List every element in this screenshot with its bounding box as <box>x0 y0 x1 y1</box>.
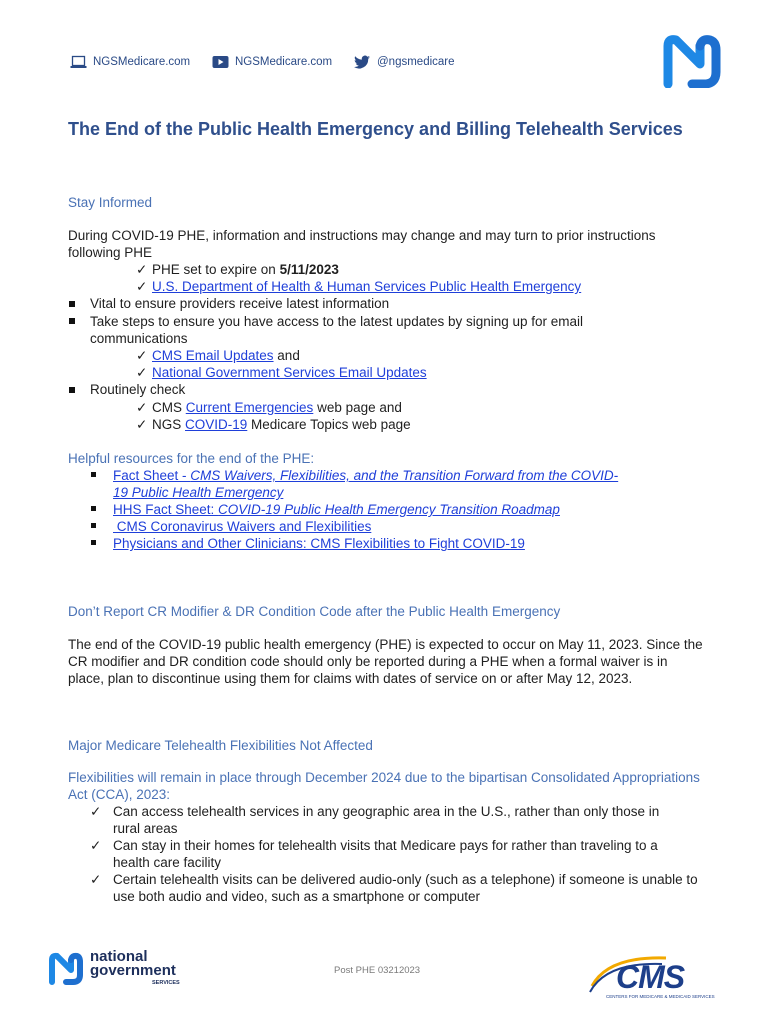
checklist-item: ✓ CMS Email Updates and <box>136 348 300 363</box>
bullet-item: Vital to ensure providers receive latest information <box>90 296 390 311</box>
ngs-email-updates-link[interactable]: National Government Services Email Updates <box>152 365 427 380</box>
checkmark-icon: ✓ <box>90 872 102 887</box>
bullet-square-icon <box>69 387 75 393</box>
stay-informed-intro: During COVID-19 PHE, information and instructions may change and may turn to prior instructions following PHE <box>68 228 656 260</box>
ngs-footer-logo <box>48 950 198 992</box>
social-youtube-label: NGSMedicare.com <box>235 56 333 68</box>
hhs-phe-link[interactable]: U.S. Department of Health & Human Services Public Health Emergency <box>152 279 582 294</box>
bullet-square-icon <box>91 506 96 511</box>
bullet-square-icon <box>91 540 96 545</box>
telehealth-flexibility-item: Can access telehealth services in any geographic area in the U.S., rather than only those in rural areas <box>113 804 660 836</box>
checkmark-icon: ✓ <box>136 417 148 432</box>
cms-email-updates-link[interactable]: CMS Email Updates <box>152 348 274 363</box>
laptop-icon <box>70 55 87 69</box>
bullet-square-icon <box>69 318 75 324</box>
bullet-item: Routinely check <box>90 382 186 397</box>
checkmark-icon: ✓ <box>136 400 148 415</box>
resource-link-cms-coronavirus-waivers[interactable]: CMS Coronavirus Waivers and Flexibilities <box>113 519 372 534</box>
page-title: The End of the Public Health Emergency and Billing Telehealth Services <box>68 119 683 139</box>
checkmark-icon: ✓ <box>136 365 148 380</box>
bullet-square-icon <box>91 523 96 528</box>
checkmark-icon: ✓ <box>136 279 148 294</box>
resource-link-cms-waivers-fact-sheet[interactable]: Fact Sheet - CMS Waivers, Flexibilities, and the Transition Forward from the COVID- 19 Public Health Emergency <box>113 468 619 500</box>
video-play-icon <box>212 55 229 69</box>
stay-informed-heading: Stay Informed <box>68 195 153 210</box>
cms-logo-text: CMS <box>616 959 685 995</box>
social-website-label: NGSMedicare.com <box>93 56 191 68</box>
ngs-logo-line1: national <box>90 948 148 965</box>
resource-link-physicians-flexibilities[interactable]: Physicians and Other Clinicians: CMS Flexibilities to Fight COVID-19 <box>113 536 525 551</box>
bullet-square-icon <box>91 472 96 477</box>
telehealth-flexibility-item: Certain telehealth visits can be delivered audio-only (such as a telephone) if someone is unable to use both audio and video, such as a smartphone or computer <box>113 872 698 904</box>
ngs-n-logo-icon <box>48 952 84 986</box>
checklist-item: ✓ NGS COVID-19 Medicare Topics web page <box>136 417 411 432</box>
social-youtube-link[interactable] <box>212 53 332 71</box>
twitter-bird-icon <box>354 55 371 69</box>
checklist-item <box>136 364 427 381</box>
cr-modifier-heading: Don’t Report CR Modifier & DR Condition Code after the Public Health Emergency <box>68 604 561 619</box>
cms-current-emergencies-link[interactable]: Current Emergencies <box>185 400 314 415</box>
checkmark-icon: ✓ <box>136 348 148 363</box>
resources-heading: Helpful resources for the end of the PHE: <box>68 451 315 466</box>
bullet-item: Take steps to ensure you have access to the latest updates by signing up for email communications <box>90 314 584 346</box>
cms-logo-subtext: CENTERS FOR MEDICARE & MEDICAID SERVICES <box>606 994 715 999</box>
checklist-item <box>136 278 581 295</box>
bullet-square-icon <box>69 301 75 307</box>
checkmark-icon: ✓ <box>90 838 102 853</box>
telehealth-flexibility-item: Can stay in their homes for telehealth visits that Medicare pays for rather than traveling to a health care facility <box>113 838 658 870</box>
ngs-logo-line3: SERVICES <box>152 980 180 986</box>
ngs-logo-line2: government <box>90 962 176 979</box>
ngs-covid19-link[interactable]: COVID-19 <box>185 417 248 432</box>
checkmark-icon: ✓ <box>90 804 102 819</box>
resource-link-hhs-roadmap[interactable]: HHS Fact Sheet: COVID-19 Public Health Emergency Transition Roadmap <box>113 502 560 517</box>
telehealth-subheading: Flexibilities will remain in place through December 2024 due to the bipartisan Consolidated Appropriations Act (CCA), 2023: <box>68 770 700 802</box>
social-website-link[interactable] <box>70 53 190 71</box>
checklist-item: ✓ PHE set to expire on 5/11/2023 <box>136 262 339 277</box>
cr-modifier-body: The end of the COVID-19 public health emergency (PHE) is expected to occur on May 11, 2023. Since the CR modifier and DR condition code should only be reported during a PHE when a formal waiver is in place, plan to discontinue using them for claims with dates of service on or after May 12, 2023. <box>68 637 703 686</box>
telehealth-heading: Major Medicare Telehealth Flexibilities Not Affected <box>68 738 373 753</box>
checkmark-icon: ✓ <box>136 262 148 277</box>
social-twitter-link[interactable] <box>354 53 455 71</box>
checklist-item: ✓ CMS Current Emergencies web page and <box>136 400 402 415</box>
cms-footer-logo <box>588 952 718 1002</box>
document-code: Post PHE 03212023 <box>334 965 421 976</box>
social-twitter-label: @ngsmedicare <box>377 56 455 68</box>
ngs-n-logo-icon <box>662 34 722 88</box>
